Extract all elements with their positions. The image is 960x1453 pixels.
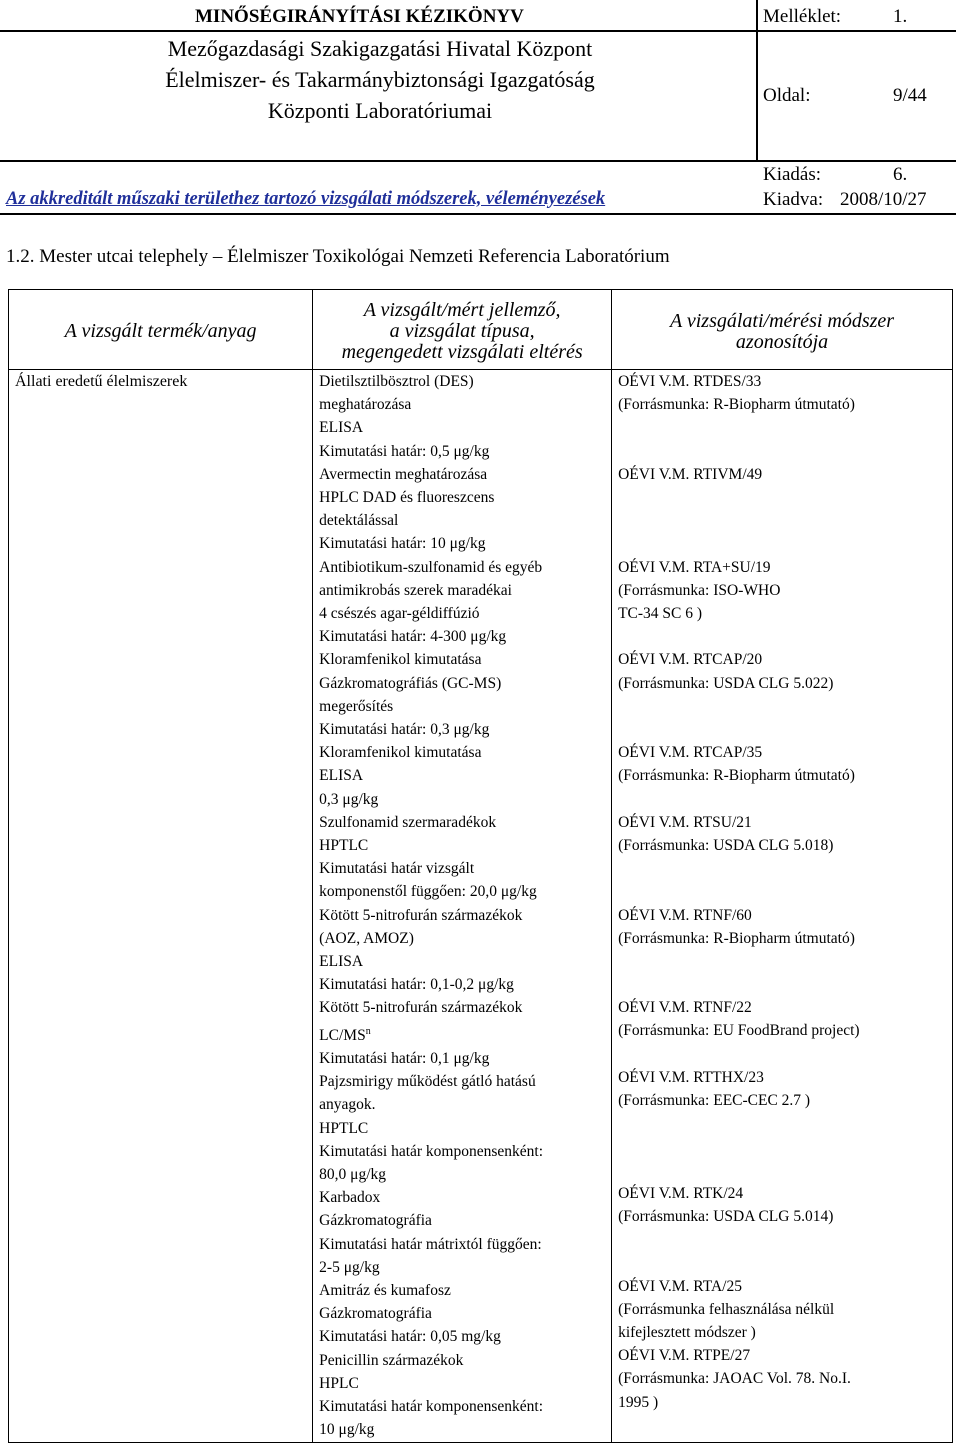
method-line [618, 1159, 946, 1182]
method-line: (Forrásmunka: R-Biopharm útmutató) [618, 396, 855, 414]
method-line [618, 695, 946, 718]
characteristic-line: Kimutatási határ komponensenként: [319, 1142, 544, 1160]
header-method-line: A vizsgálati/mérési módszer [670, 309, 895, 332]
test-characteristic [319, 811, 605, 904]
characteristic-line: Antibiotikum-szulfonamid és egyéb [319, 558, 543, 576]
header-divider [756, 0, 758, 161]
method-line [618, 486, 946, 509]
method-line [618, 788, 946, 811]
test-characteristic [319, 741, 605, 811]
table-body-row [9, 370, 953, 1443]
characteristic-line: Avermectin meghatározása [319, 465, 488, 483]
method-line [618, 1414, 946, 1437]
test-characteristic [319, 1349, 605, 1442]
method-line: OÉVI V.M. RTNF/22 [618, 999, 752, 1017]
characteristic-line: $LC/MS^n$ [319, 1025, 371, 1044]
test-characteristic [319, 648, 605, 741]
characteristic-line: Kimutatási határ mátrixtól függően: [319, 1235, 542, 1253]
method-line: OÉVI V.M. RTSU/21 [618, 813, 752, 831]
characteristic-line: Karbadox [319, 1189, 381, 1207]
characteristic-line: Kötött 5-nitrofurán származékok [319, 906, 523, 924]
org-line-1: Mezőgazdasági Szakigazgatási Hivatal Központ [167, 36, 593, 61]
method-line: (Forrásmunka: JAOAC Vol. 78. No.I. [618, 1370, 851, 1388]
test-characteristic [319, 996, 605, 1070]
header-product [9, 290, 313, 370]
characteristic-line: 10 μg/kg [319, 1421, 375, 1439]
header-characteristic [313, 290, 612, 370]
product-name: Állati eredetű élelmiszerek [15, 373, 188, 390]
method-line: OÉVI V.M. RTNF/60 [618, 906, 752, 924]
characteristic-line: megerősítés [319, 697, 394, 715]
method-line: OÉVI V.M. RTPE/27 [618, 1347, 751, 1365]
method-line [618, 509, 946, 532]
method-line: OÉVI V.M. RTA+SU/19 [618, 558, 771, 576]
characteristic-line: Kimutatási határ: 10 μg/kg [319, 535, 486, 553]
method-line [618, 1135, 946, 1158]
header-characteristic-line: megengedett vizsgálati eltérés [341, 341, 583, 363]
characteristic-line: Kimutatási határ: 0,05 mg/kg [319, 1328, 501, 1346]
characteristic-line: Kötött 5-nitrofurán származékok [319, 999, 523, 1017]
method-line: kifejlesztett módszer ) [618, 1324, 756, 1342]
test-method [618, 463, 946, 556]
issue-label: Kiadás: [763, 164, 822, 185]
table-header-row [9, 290, 953, 370]
method-line [618, 1228, 946, 1251]
characteristic-line: Kloramfenikol kimutatása [319, 744, 482, 762]
header-rule-mid [0, 160, 956, 162]
method-line: OÉVI V.M. RTIVM/49 [618, 465, 763, 483]
product-cell [9, 370, 313, 1443]
characteristic-line: 2-5 μg/kg [319, 1258, 380, 1276]
characteristic-line: komponenstől függően: 20,0 μg/kg [319, 883, 537, 901]
characteristic-line: Kimutatási határ: 0,1 μg/kg [319, 1050, 490, 1068]
header-rule-top [0, 30, 956, 32]
superscript: n [365, 1025, 371, 1037]
method-line: (Forrásmunka: USDA CLG 5.014) [618, 1208, 834, 1226]
test-method [618, 741, 946, 811]
test-characteristic [319, 1279, 605, 1349]
methods-table [8, 289, 953, 1443]
method-line [618, 857, 946, 880]
test-characteristic [319, 370, 605, 463]
header-method [612, 290, 953, 370]
characteristic-line: 80,0 μg/kg [319, 1166, 387, 1184]
method-line: OÉVI V.M. RTCAP/20 [618, 651, 763, 669]
test-method [618, 1344, 946, 1437]
characteristic-line: HPTLC [319, 1119, 369, 1137]
method-line [618, 416, 946, 439]
test-method [618, 370, 946, 463]
issued-value: 2008/10/27 [840, 189, 927, 210]
method-line [618, 880, 946, 903]
header-method-line: azonosítója [735, 330, 829, 353]
characteristic-line: antimikrobás szerek maradékai [319, 581, 512, 599]
characteristic-line: Gázkromatográfiás (GC-MS) [319, 674, 502, 692]
characteristic-line: Kimutatási határ: 0,1-0,2 μg/kg [319, 976, 514, 994]
org-line-2: Élelmiszer- és Takarmánybiztonsági Igazgatóság [165, 67, 595, 92]
characteristic-line: (AOZ, AMOZ) [319, 929, 414, 947]
issue-value: 6. [893, 164, 908, 185]
characteristic-line: ELISA [319, 767, 364, 785]
method-line [618, 1112, 946, 1135]
characteristic-line: 4 csészés agar-géldiffúzió [319, 605, 480, 623]
method-cell [612, 370, 953, 1443]
test-characteristic [319, 1070, 605, 1186]
test-characteristic [319, 1186, 605, 1279]
test-characteristic [319, 556, 605, 649]
method-line: (Forrásmunka: R-Biopharm útmutató) [618, 929, 855, 947]
characteristic-line: Kloramfenikol kimutatása [319, 651, 482, 669]
test-characteristic [319, 463, 605, 556]
method-line [618, 1043, 946, 1066]
characteristic-line: anyagok. [319, 1096, 376, 1114]
header-characteristic-line: A vizsgált/mért jellemző, [363, 299, 561, 321]
method-line: OÉVI V.M. RTA/25 [618, 1277, 742, 1295]
page-label: Oldal: [763, 85, 811, 106]
header-product-text: A vizsgált termék/anyag [64, 320, 257, 342]
characteristic-line: Kimutatási határ komponensenként: [319, 1398, 544, 1416]
org-line-3: Központi Laboratóriumai [267, 98, 493, 123]
method-line: (Forrásmunka felhasználása nélkül [618, 1300, 835, 1318]
characteristic-cell [313, 370, 612, 1443]
method-line [618, 440, 946, 463]
method-line: (Forrásmunka: USDA CLG 5.018) [618, 836, 834, 854]
test-method [618, 556, 946, 649]
method-line [618, 718, 946, 741]
method-line [618, 973, 946, 996]
test-method [618, 1275, 946, 1345]
test-method [618, 648, 946, 741]
method-line: (Forrásmunka: R-Biopharm útmutató) [618, 767, 855, 785]
characteristic-line: Amitráz és kumafosz [319, 1282, 451, 1300]
characteristic-line: ELISA [319, 419, 364, 437]
header-rule-bottom [0, 213, 956, 215]
header-characteristic-line: a vizsgálat típusa, [389, 320, 535, 342]
method-line [618, 950, 946, 973]
characteristic-line: Kimutatási határ: 0,5 μg/kg [319, 442, 490, 460]
characteristic-line: Szulfonamid szermaradékok [319, 813, 497, 831]
characteristic-line: Penicillin származékok [319, 1351, 464, 1369]
test-method [618, 811, 946, 904]
annex-value: 1. [893, 6, 908, 27]
characteristic-line: detektálással [319, 512, 399, 530]
characteristic-line: ELISA [319, 953, 364, 971]
characteristic-line: Pajzsmirigy működést gátló hatású [319, 1073, 536, 1091]
method-line: OÉVI V.M. RTCAP/35 [618, 744, 763, 762]
method-line [618, 625, 946, 648]
characteristic-line: HPTLC [319, 837, 369, 855]
characteristic-line: Gázkromatográfia [319, 1305, 432, 1323]
method-line: (Forrásmunka: EU FoodBrand project) [618, 1022, 860, 1040]
characteristic-line: HPLC DAD és fluoreszcens [319, 489, 495, 507]
method-line [618, 1251, 946, 1274]
annex-label: Melléklet: [763, 6, 842, 27]
method-line: (Forrásmunka: USDA CLG 5.022) [618, 674, 834, 692]
characteristic-line: Kimutatási határ: 4-300 μg/kg [319, 628, 507, 646]
characteristic-line: Kimutatási határ: 0,3 μg/kg [319, 721, 490, 739]
header-subtitle: Az akkreditált műszaki területhez tartozó vizsgálati módszerek, véleményezések [6, 189, 606, 209]
method-line: (Forrásmunka: EEC-CEC 2.7 ) [618, 1092, 811, 1110]
test-method [618, 1182, 946, 1275]
test-method [618, 1066, 946, 1182]
page-value: 9/44 [893, 85, 927, 106]
test-method [618, 996, 946, 1066]
characteristic-line: meghatározása [319, 396, 412, 414]
method-line: OÉVI V.M. RTTHX/23 [618, 1068, 764, 1086]
characteristic-line: 0,3 μg/kg [319, 790, 379, 808]
characteristic-line: HPLC [319, 1374, 359, 1392]
method-line: 1995 ) [618, 1393, 659, 1411]
characteristic-line: Gázkromatográfia [319, 1212, 432, 1230]
method-line: OÉVI V.M. RTDES/33 [618, 373, 762, 390]
method-line: OÉVI V.M. RTK/24 [618, 1184, 744, 1202]
section-title: 1.2. Mester utcai telephely – Élelmiszer Toxikológai Nemzeti Referencia Laboratórium [6, 246, 670, 267]
method-line: (Forrásmunka: ISO-WHO [618, 581, 781, 599]
issued-label: Kiadva: [763, 189, 824, 210]
method-line [618, 532, 946, 555]
method-line: TC-34 SC 6 ) [618, 604, 703, 622]
test-characteristic [319, 904, 605, 997]
characteristic-line: Dietilsztilbösztrol (DES) [319, 373, 474, 390]
characteristic-line: Kimutatási határ vizsgált [319, 860, 475, 878]
test-method [618, 904, 946, 997]
doc-title: MINŐSÉGIRÁNYÍTÁSI KÉZIKÖNYV [195, 6, 524, 27]
